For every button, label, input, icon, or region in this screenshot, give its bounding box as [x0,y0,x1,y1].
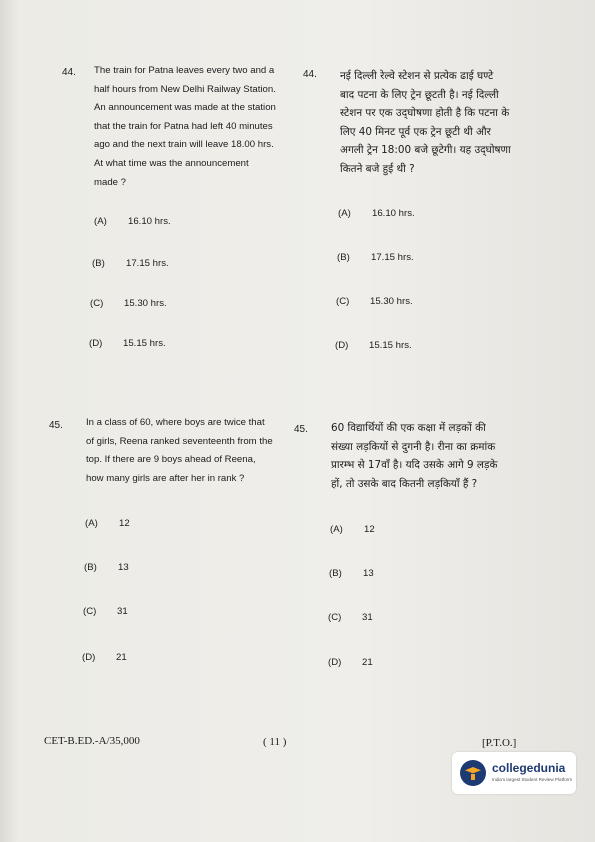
option-value: 16.10 hrs. [372,208,415,219]
option-value: 21 [116,652,127,663]
q44-option-a-hi [338,208,415,219]
q44-number-en: 44. [62,67,76,78]
q44-english-text [94,62,294,192]
q44-en-line: An announcement was made at the station [94,102,276,114]
option-value: 15.30 hrs. [370,296,413,307]
option-label: (A) [85,518,98,529]
option-value: 15.30 hrs. [124,298,167,309]
q44-hi-line: अगली ट्रेन 18:00 बजे छूटेगी। यह उद्‌घोषणा [340,144,511,157]
collegedunia-watermark [452,752,576,794]
exam-code: CET-B.ED.-A/35,000 [44,735,140,747]
option-value: 15.15 hrs. [123,338,166,349]
pto-mark: [P.T.O.] [482,737,517,749]
q44-en-line: The train for Patna leaves every two and a [94,65,275,76]
option-label: (B) [329,568,342,579]
q45-hi-line: 60 विद्यार्थियों की एक कक्षा में लड़कों की [331,422,486,434]
watermark-tagline: India's largest Student Review Platform [492,777,573,782]
q45-hi-line: प्रारम्भ से 17वाँ है। यदि उसके आगे 9 लड़के [331,459,498,472]
q45-number-hi: 45. [294,424,308,435]
q44-option-b-en [92,258,169,269]
q44-en-line: half hours from New Delhi Railway Station. [94,83,276,95]
q44-hi-line: नई दिल्ली रेल्वे स्टेशन से प्रत्येक ढाई घण्टे [340,70,494,82]
q45-hindi-text [331,419,546,493]
option-value: 16.10 hrs. [128,216,171,227]
q44-hi-line: स्टेशन पर एक उद्‌घोषणा होती है कि पटना के [340,107,510,120]
option-label: (B) [337,252,350,263]
q44-en-line: that the train for Patna had left 40 minutes [94,120,273,132]
option-label: (A) [330,524,343,535]
q44-hi-line: कितने बजे हुई थी ? [340,162,415,175]
option-label: (D) [328,657,342,668]
q44-number-hi: 44. [303,69,317,80]
q44-en-line: At what time was the announcement [94,157,249,169]
watermark-brand-name: collegedunia [492,761,566,775]
q44-option-d-en [89,338,166,349]
q44-hi-line: लिए 40 मिनट पूर्व एक ट्रेन छूटी थी और [340,125,491,138]
option-label: (B) [92,258,105,269]
q44-hindi-text [340,67,550,179]
option-label: (C) [83,606,97,617]
q45-english-text [86,414,291,488]
q45-number-en: 45. [49,420,63,431]
option-value: 13 [363,568,374,579]
page-number: ( 11 ) [263,736,287,748]
q45-en-line: how many girls are after her in rank ? [86,472,245,484]
q45-option-a-hi [330,524,375,535]
option-label: (C) [336,296,350,307]
q45-hi-line: संख्या लड़कियों से दुगनी है। रीना का क्रमांक [331,440,496,453]
option-value: 15.15 hrs. [369,340,412,351]
option-value: 21 [362,657,373,668]
option-value: 17.15 hrs. [371,252,414,263]
q45-option-d-hi [328,657,373,668]
option-value: 31 [117,606,128,617]
option-value: 31 [362,612,373,623]
q45-option-c-en [83,606,128,617]
q44-en-line: made ? [94,176,126,188]
option-label: (B) [84,562,97,573]
option-label: (D) [89,338,103,349]
q45-en-line: top. If there are 9 boys ahead of Reena, [86,454,256,466]
option-value: 17.15 hrs. [126,258,169,269]
q44-option-c-hi [336,296,413,307]
option-label: (A) [94,216,107,227]
q44-option-c-en [90,298,167,309]
q45-en-line: of girls, Reena ranked seventeenth from the [86,435,273,447]
option-value: 13 [118,562,129,573]
q44-hi-line: बाद पटना के लिए ट्रेन छूटती है। नई दिल्ली [340,88,499,101]
q44-en-line: ago and the next train will leave 18.00 hrs. [94,139,274,151]
q44-option-b-hi [337,252,414,263]
q45-en-line: In a class of 60, where boys are twice that [86,417,265,428]
option-label: (C) [90,298,104,309]
option-value: 12 [119,518,130,529]
q45-option-c-hi [328,612,373,623]
q44-option-d-hi [335,340,412,351]
q45-option-d-en [82,652,127,663]
option-label: (A) [338,208,351,219]
q45-hi-line: हों, तो उसके बाद कितनी लड़कियाँ हैं ? [331,477,478,490]
q45-option-a-en [85,518,130,529]
graduation-cap-icon [460,760,486,786]
option-label: (D) [335,340,349,351]
option-label: (D) [82,652,96,663]
q44-option-a-en [94,216,171,227]
q45-option-b-hi [329,568,374,579]
option-label: (C) [328,612,342,623]
q45-option-b-en [84,562,129,573]
option-value: 12 [364,524,375,535]
